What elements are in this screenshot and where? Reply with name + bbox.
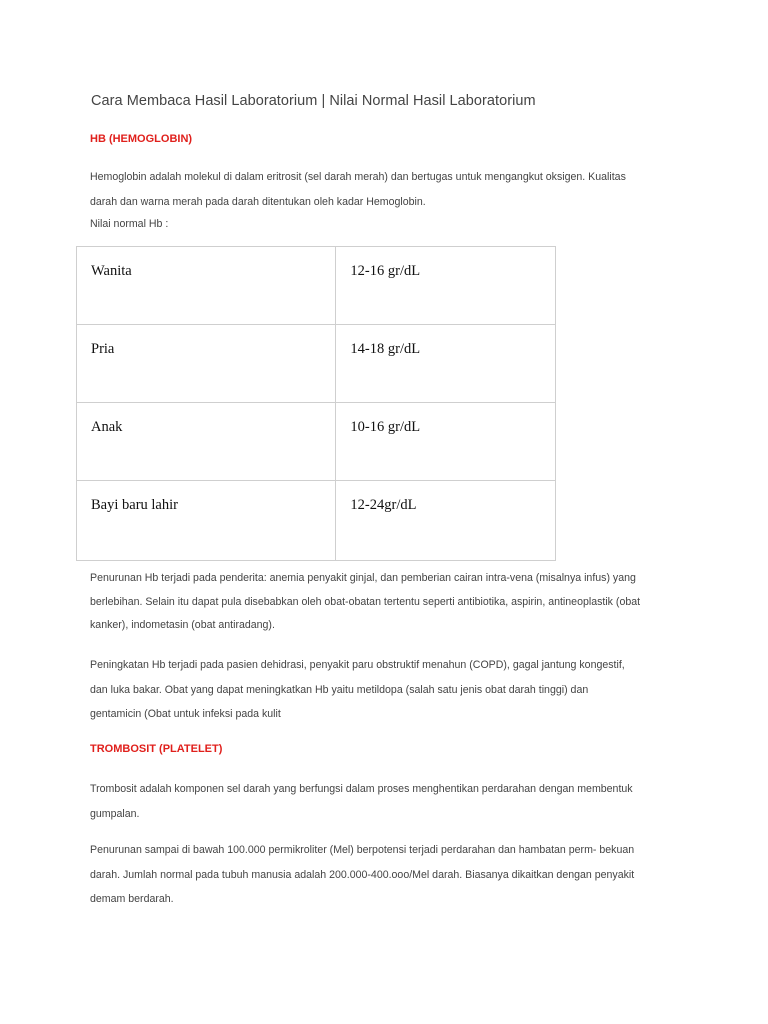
trombosit-decrease-paragraph: [90, 838, 680, 912]
hb-increase-paragraph: [90, 653, 680, 727]
table-row: [77, 247, 556, 325]
table-row: [77, 403, 556, 481]
hb-normal-values-table: [76, 246, 556, 561]
table-cell-value: 10-16 gr/dL: [336, 403, 556, 481]
section-heading-hb: HB (HEMOGLOBIN): [90, 133, 193, 145]
paragraph-line: Trombosit adalah komponen sel darah yang berfungsi dalam proses menghentikan perdarahan dengan membentuk: [90, 783, 633, 795]
trombosit-intro-paragraph: [90, 777, 680, 826]
table-cell-group: Anak: [77, 403, 336, 481]
paragraph-line: dan luka bakar. Obat yang dapat meningkatkan Hb yaitu metildopa (salah satu jenis obat darah tinggi) dan: [90, 683, 589, 696]
table-row: [77, 481, 556, 561]
hb-decrease-paragraph: [90, 567, 680, 638]
paragraph-line: gentamicin (Obat untuk infeksi pada kulit: [90, 708, 281, 720]
page-title: Cara Membaca Hasil Laboratorium | Nilai Normal Hasil Laboratorium: [91, 93, 536, 109]
table-cell-group: Bayi baru lahir: [77, 481, 336, 561]
table-cell-group: Pria: [77, 325, 336, 403]
paragraph-line: gumpalan.: [90, 807, 140, 820]
paragraph-line: demam berdarah.: [90, 893, 174, 905]
paragraph-line: darah dan warna merah pada darah ditentukan oleh kadar Hemoglobin.: [90, 195, 426, 208]
table-cell-value: 12-24gr/dL: [336, 481, 556, 561]
paragraph-line: berlebihan. Selain itu dapat pula disebabkan oleh obat-obatan tertentu seperti antibiotika, aspirin, antineoplastik (obat: [90, 595, 641, 608]
table-cell-group: Wanita: [77, 247, 336, 325]
table-cell-value: 12-16 gr/dL: [336, 247, 556, 325]
hb-intro-paragraph: [90, 165, 680, 237]
table-cell-value: 14-18 gr/dL: [336, 325, 556, 403]
paragraph-line: Nilai normal Hb :: [90, 218, 169, 230]
paragraph-line: darah. Jumlah normal pada tubuh manusia adalah 200.000-400.ooo/Mel darah. Biasanya dikaitkan dengan penyakit: [90, 868, 635, 881]
paragraph-line: kanker), indometasin (obat antiradang).: [90, 619, 275, 631]
section-heading-trombosit: TROMBOSIT (PLATELET): [90, 743, 223, 755]
paragraph-line: Penurunan Hb terjadi pada penderita: anemia penyakit ginjal, dan pemberian cairan intra-vena (misalnya infus) yang: [90, 572, 636, 584]
paragraph-line: Hemoglobin adalah molekul di dalam eritrosit (sel darah merah) dan bertugas untuk mengangkut oksigen. Kualitas: [90, 171, 626, 183]
paragraph-line: Peningkatan Hb terjadi pada pasien dehidrasi, penyakit paru obstruktif menahun (COPD), gagal jantung kongestif,: [90, 659, 625, 671]
table-row: [77, 325, 556, 403]
paragraph-line: Penurunan sampai di bawah 100.000 permikroliter (Mel) berpotensi terjadi perdarahan dan hambatan perm- bekuan: [90, 844, 635, 856]
